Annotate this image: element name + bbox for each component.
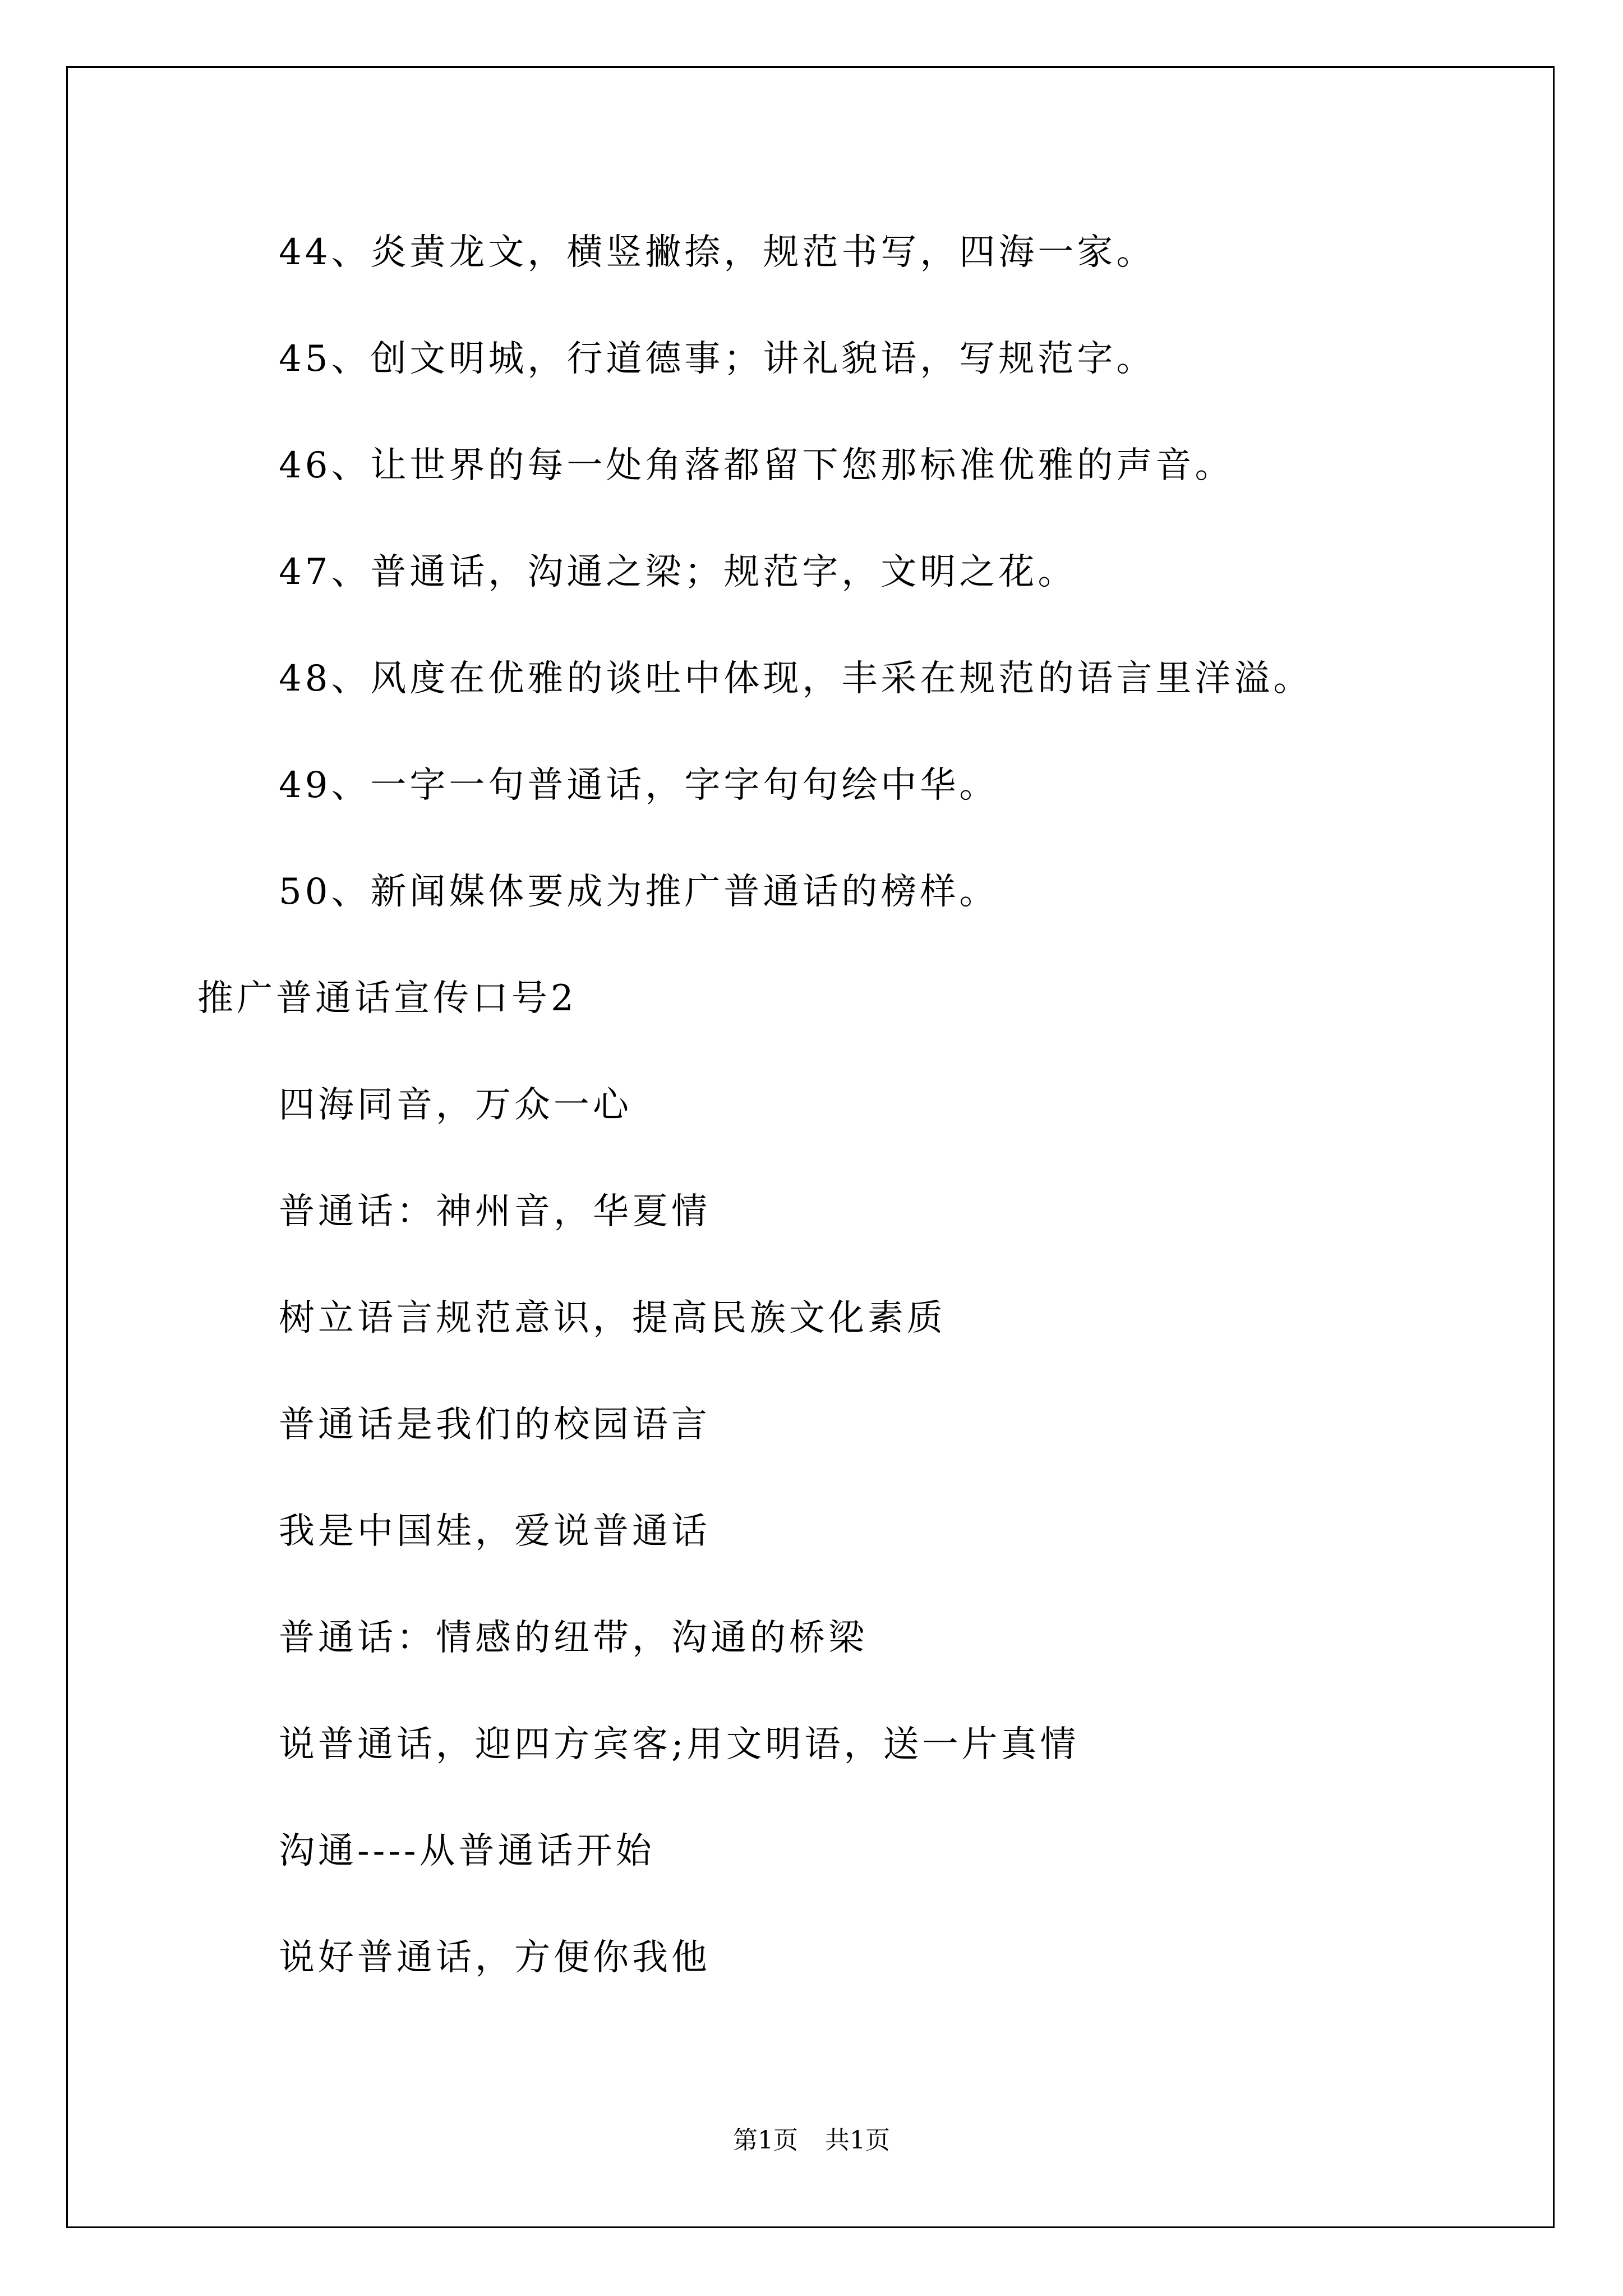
slogan-47: 47、普通话，沟通之梁；规范字，文明之花。 [279,551,1077,593]
section-heading: 推广普通话宣传口号2 [197,978,577,1019]
slogan-item: 我是中国娃，爱说普通话 [279,1511,711,1552]
slogan-item: 沟通----从普通话开始 [279,1830,655,1872]
slogan-item: 四海同音，万众一心 [279,1084,632,1126]
page-border [66,66,1555,2228]
slogan-48: 48、风度在优雅的谈吐中体现，丰采在规范的语言里洋溢。 [279,658,1313,700]
slogan-50: 50、新闻媒体要成为推广普通话的榜样。 [279,871,999,913]
slogan-item: 说普通话，迎四方宾客;用文明语，送一片真情 [279,1724,1080,1765]
slogan-49: 49、一字一句普通话，字字句句绘中华。 [279,765,999,806]
slogan-item: 普通话：情感的纽带，沟通的桥梁 [279,1617,868,1659]
slogan-item: 普通话：神州音，华夏情 [279,1191,711,1232]
page-footer [0,2125,1623,2156]
page-number: 第1页 [733,2126,798,2155]
page-total: 共1页 [825,2126,890,2155]
slogan-item: 普通话是我们的校园语言 [279,1404,711,1446]
slogan-item: 说好普通话，方便你我他 [279,1937,711,1978]
slogan-44: 44、炎黄龙文，横竖撇捺，规范书写，四海一家。 [279,232,1156,273]
slogan-45: 45、创文明城，行道德事；讲礼貌语，写规范字。 [279,338,1156,380]
slogan-item: 树立语言规范意识，提高民族文化素质 [279,1297,946,1339]
slogan-46: 46、让世界的每一处角落都留下您那标准优雅的声音。 [279,445,1234,486]
